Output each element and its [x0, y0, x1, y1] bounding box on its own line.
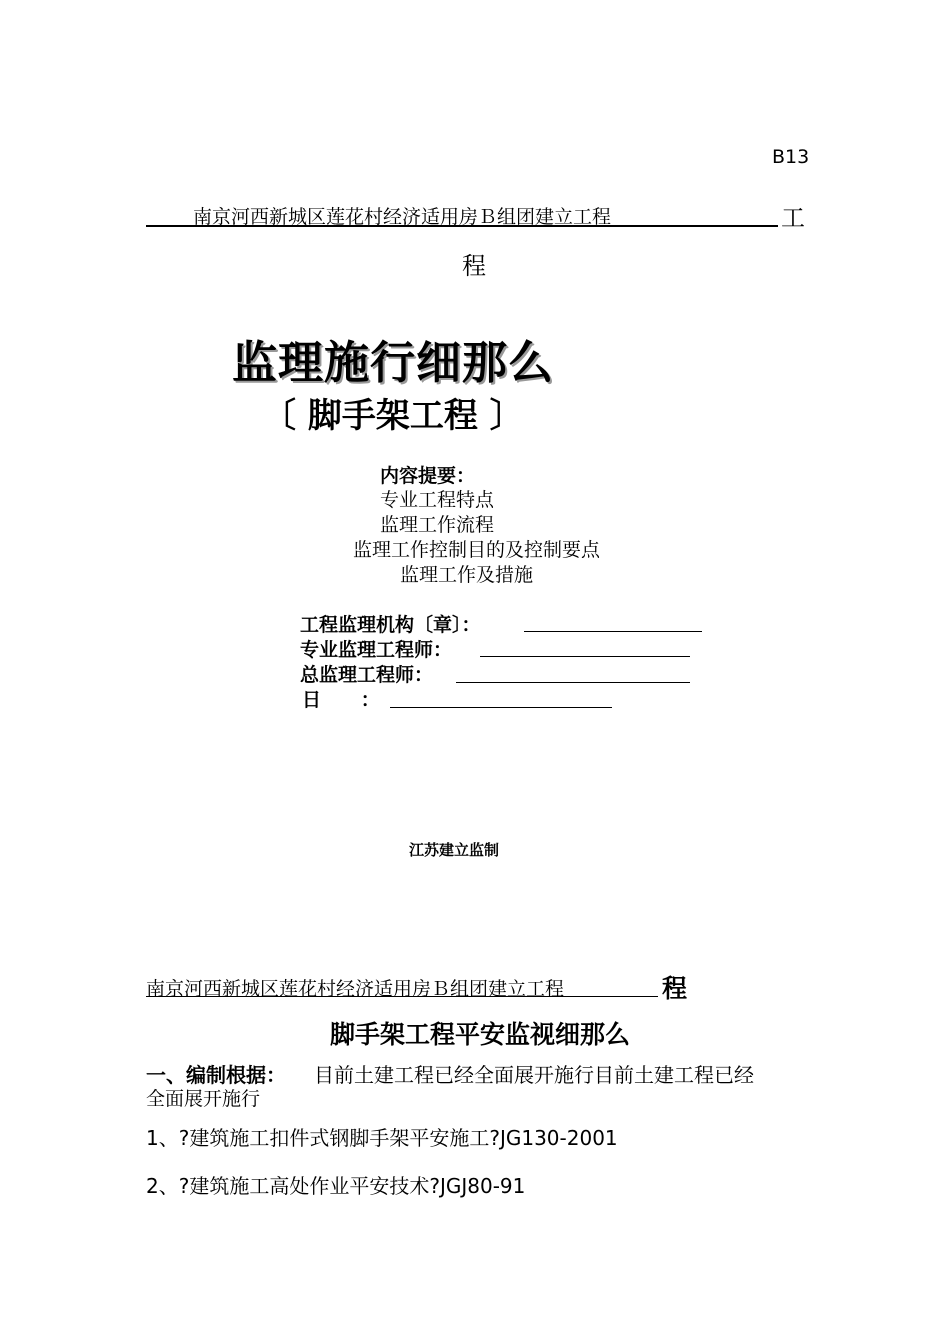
chief-field-line — [456, 682, 690, 683]
contents-heading: 内容提要： — [380, 465, 476, 487]
issuer: 江苏建立监制 — [409, 841, 500, 859]
org-field-label: 工程监理机构〔章〕： — [300, 614, 481, 636]
page2-project-name: 南京河西新城区莲花村经济适用房Ｂ组团建立工程 — [146, 978, 565, 1000]
document-code: B13 — [772, 146, 810, 168]
page2-title: 脚手架工程平安监视细那么 — [330, 1020, 631, 1049]
contents-item: 专业工程特点 — [380, 489, 495, 511]
section1-text: 目前土建工程已经全面展开施行目前土建工程已经 — [314, 1063, 754, 1087]
project-name-wrap: 程 — [462, 252, 486, 280]
section1-label: 一、编制根据： — [146, 1063, 286, 1087]
date-field-label: 日 ： — [302, 689, 380, 711]
reference-item: 1、?建筑施工扣件式钢脚手架平安施工?JG130-2001 — [146, 1126, 618, 1150]
org-field-line — [524, 631, 702, 632]
specialist-field-label: 专业监理工程师： — [300, 639, 453, 661]
project-name-underline — [146, 225, 778, 227]
project-name: 南京河西新城区莲花村经济适用房Ｂ组团建立工程 — [193, 206, 612, 228]
specialist-field-line — [480, 656, 690, 657]
contents-item: 监理工作流程 — [380, 514, 495, 536]
page2-project-suffix: 程 — [662, 974, 688, 1003]
contents-item: 监理工作控制目的及控制要点 — [353, 539, 601, 561]
section1-text-wrap: 全面展开施行 — [146, 1088, 261, 1110]
contents-item: 监理工作及措施 — [400, 564, 534, 586]
project-name-suffix: 工 — [781, 204, 805, 232]
page2-project-underline — [146, 996, 658, 997]
subtitle: 〔 脚手架工程 〕 — [262, 396, 524, 436]
reference-item: 2、?建筑施工高处作业平安技术?JGJ80-91 — [146, 1174, 526, 1198]
main-title: 监理施行细那么 — [232, 336, 555, 389]
chief-field-label: 总监理工程师： — [300, 664, 434, 686]
date-field-line — [390, 707, 612, 708]
